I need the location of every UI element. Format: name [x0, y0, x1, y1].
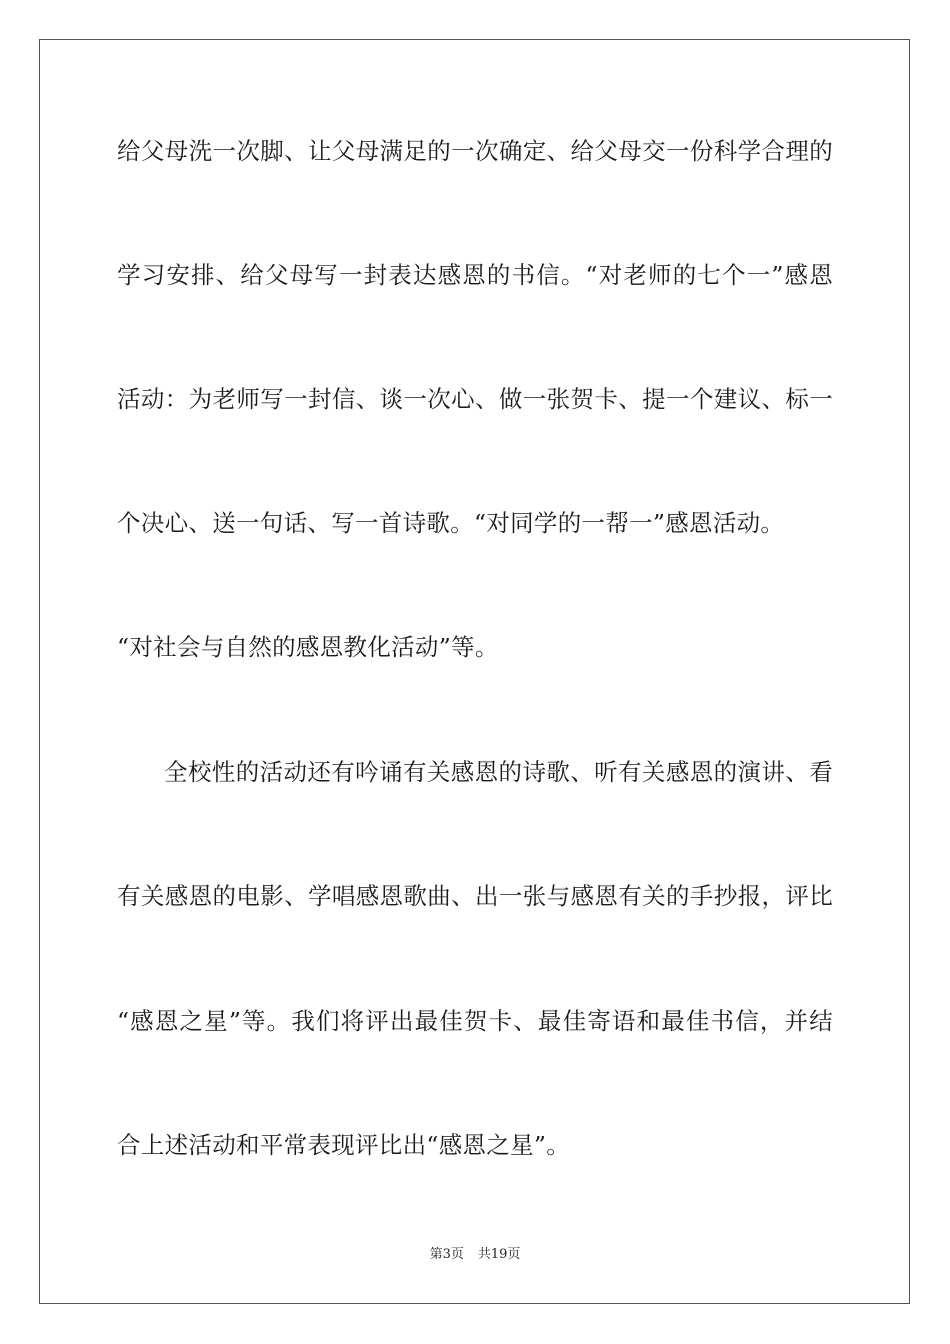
- body-text-line: “感恩之星”等。我们将评出最佳贺卡、最佳寄语和最佳书信，并结: [117, 1007, 833, 1035]
- body-text-line: 合上述活动和平常表现评比出“感恩之星”。: [117, 1131, 571, 1159]
- page-number: 第3页: [429, 1247, 464, 1262]
- page-footer: [0, 1246, 950, 1264]
- body-text-line: 给父母洗一次脚、让父母满足的一次确定、给父母交一份科学合理的: [117, 137, 833, 165]
- body-text-line: 个决心、送一句话、写一首诗歌。“对同学的一帮一”感恩活动。: [117, 509, 785, 537]
- body-text-line: “对社会与自然的感恩教化活动”等。: [117, 633, 499, 661]
- page-border: [39, 39, 910, 1304]
- page-total: 共19页: [477, 1247, 521, 1262]
- paragraph-first-line: 全校性的活动还有吟诵有关感恩的诗歌、听有关感恩的演讲、看: [164, 758, 833, 786]
- body-text-line: 学习安排、给父母写一封表达感恩的书信。“对老师的七个一”感恩: [117, 261, 833, 289]
- body-text-line: 活动：为老师写一封信、谈一次心、做一张贺卡、提一个建议、标一: [117, 385, 833, 413]
- body-text-line: 有关感恩的电影、学唱感恩歌曲、出一张与感恩有关的手抄报，评比: [117, 882, 833, 910]
